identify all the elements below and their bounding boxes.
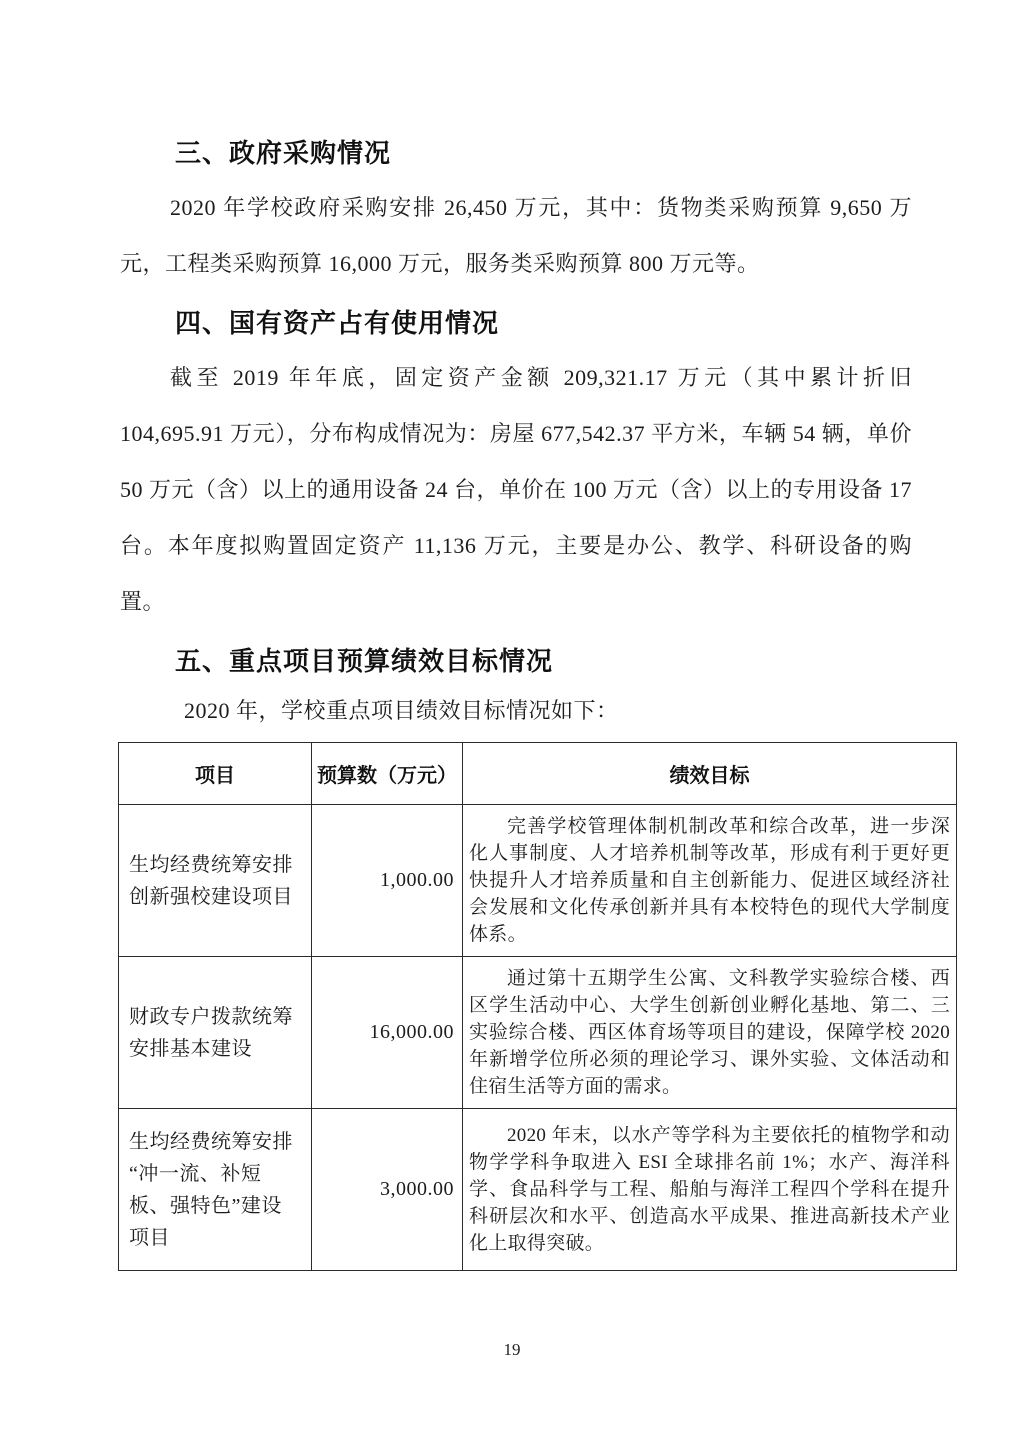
- table-header-row: [119, 743, 957, 805]
- section-heading-state-assets: 四、国有资产占有使用情况: [175, 308, 500, 338]
- column-header-goal: 绩效目标: [463, 743, 957, 805]
- document-content: [120, 136, 950, 1271]
- paragraph-key-project-intro: 2020 年，学校重点项目绩效目标情况如下：: [184, 698, 619, 723]
- project-name: 生均经费统筹安排创新强校建设项目: [119, 805, 312, 957]
- table-row: [119, 1109, 957, 1271]
- table-row: [119, 805, 957, 957]
- budget-amount: 3,000.00: [312, 1109, 463, 1271]
- paragraph-government-procurement: 2020 年学校政府采购安排 26,450 万元，其中：货物类采购预算 9,650 万元，工程类采购预算 16,000 万元，服务类采购预算 800 万元等。: [120, 195, 912, 276]
- performance-goal: 完善学校管理体制机制改革和综合改革，进一步深化人事制度、人才培养机制等改革，形成有利于更好更快提升人才培养质量和自主创新能力、促进区域经济社会发展和文化传承创新并具有本校特色的现代大学制度体系。: [463, 805, 957, 957]
- paragraph-state-assets: 截至 2019 年年底，固定资产金额 209,321.17 万元（其中累计折旧 104,695.91 万元），分布构成情况为：房屋 677,542.37 平方米，车辆 54 辆，单价 50 万元（含）以上的通用设备 24 台，单价在 100 万元（含）以上的专用设备 17 台。本年度拟购置固定资产 11,136 万元，主要是办公、教学、科研设备的购置。: [120, 365, 913, 614]
- section-heading-government-procurement: 三、政府采购情况: [175, 138, 392, 168]
- column-header-budget: 预算数（万元）: [312, 743, 463, 805]
- table-row: [119, 957, 957, 1109]
- project-name: 生均经费统筹安排“冲一流、补短板、强特色”建设项目: [119, 1109, 312, 1271]
- budget-amount: 1,000.00: [312, 805, 463, 957]
- performance-goals-table: [118, 742, 957, 1271]
- project-name: 财政专户拨款统筹安排基本建设: [119, 957, 312, 1109]
- performance-goal: 通过第十五期学生公寓、文科教学实验综合楼、西区学生活动中心、大学生创新创业孵化基地、第二、三实验综合楼、西区体育场等项目的建设，保障学校 2020 年新增学位所必须的理论学习、课外实验、文体活动和住宿生活等方面的需求。: [463, 957, 957, 1109]
- performance-goal: 2020 年末，以水产等学科为主要依托的植物学和动物学学科争取进入 ESI 全球排名前 1%；水产、海洋科学、食品科学与工程、船舶与海洋工程四个学科在提升科研层次和水平、创造高水平成果、推进高新技术产业化上取得突破。: [463, 1109, 957, 1271]
- section-heading-key-project-goals: 五、重点项目预算绩效目标情况: [175, 646, 554, 676]
- column-header-project: 项目: [119, 743, 312, 805]
- budget-amount: 16,000.00: [312, 957, 463, 1109]
- page-number: 19: [503, 1340, 521, 1359]
